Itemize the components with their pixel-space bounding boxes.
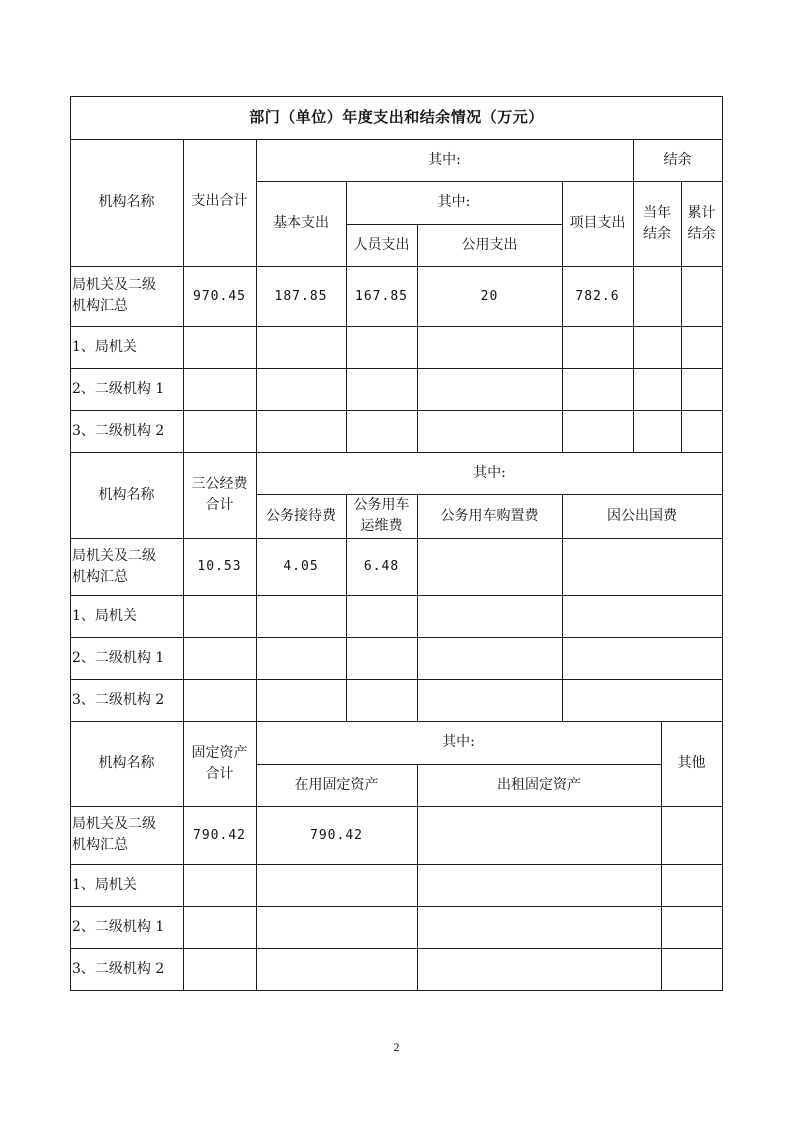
header-vehicle-purchase: 公务用车购置费: [440, 507, 539, 524]
cell-current-year: [633, 266, 681, 326]
row-label: 局机关及二级 机构汇总: [72, 816, 156, 853]
cell-vehicle-purchase: [417, 538, 562, 595]
cell-other: [661, 806, 722, 864]
cell-public-use: 20: [480, 288, 499, 304]
row-label: 1、局机关: [72, 338, 137, 355]
cell-project: 782.6: [575, 288, 620, 304]
row-label: 3、二级机构 2: [72, 422, 165, 439]
header-org-name: 机构名称: [98, 486, 155, 503]
cell-basic: 187.85: [274, 288, 328, 304]
row-label: 2、二级机构 1: [72, 649, 165, 666]
header-project: 项目支出: [569, 215, 626, 231]
header-surplus: 结余: [663, 151, 692, 168]
header-other: 其他: [677, 755, 706, 771]
header-overseas: 因公出国费: [607, 507, 677, 524]
header-three-public-total: 三公经费 合计: [191, 476, 248, 513]
header-among: 其中:: [428, 151, 461, 168]
cell-total: 970.45: [193, 288, 246, 304]
cell-in-use: 790.42: [310, 827, 363, 843]
table-title: 部门（单位）年度支出和结余情况（万元）: [249, 108, 544, 126]
row-label: 1、局机关: [72, 607, 137, 624]
row-label: 3、二级机构 2: [72, 960, 165, 977]
row-label: 2、二级机构 1: [72, 380, 165, 397]
cell-personnel: 167.85: [355, 288, 408, 304]
row-label: 1、局机关: [72, 876, 137, 893]
header-cumulative-surplus: 累计 结余: [687, 204, 716, 242]
header-current-year-surplus: 当年 结余: [643, 204, 671, 242]
header-basic-among: 其中:: [437, 194, 471, 210]
header-in-use-assets: 在用固定资产: [294, 776, 379, 793]
cell-reception: 4.05: [283, 559, 319, 574]
header-among: 其中:: [473, 464, 506, 481]
header-public-use: 公用支出: [461, 236, 518, 253]
cell-leased: [417, 806, 661, 864]
header-fixed-assets-total: 固定资产 合计: [191, 744, 248, 782]
header-personnel: 人员支出: [353, 236, 410, 253]
border-right: [722, 96, 723, 991]
header-reception: 公务接待费: [266, 507, 336, 524]
cell-cumulative: [681, 266, 722, 326]
row-label: 局机关及二级 机构汇总: [72, 277, 156, 314]
cell-vehicle-ops: 6.48: [363, 559, 400, 574]
header-vehicle-ops: 公务用车 运维费: [353, 497, 410, 534]
cell-overseas: [562, 538, 722, 595]
border-bottom: [70, 990, 723, 991]
header-basic-expenditure: 基本支出: [273, 215, 329, 231]
header-among: 其中:: [442, 734, 475, 750]
header-org-name: 机构名称: [98, 755, 155, 771]
cell-total: 10.53: [197, 559, 242, 574]
row-label: 局机关及二级 机构汇总: [72, 547, 156, 585]
header-leased-assets: 出租固定资产: [497, 776, 581, 793]
row-label: 2、二级机构 1: [72, 918, 165, 935]
page-number: 2: [393, 1040, 400, 1054]
header-total-expenditure: 支出合计: [191, 193, 248, 209]
row-label: 3、二级机构 2: [72, 691, 165, 708]
header-org-name: 机构名称: [98, 194, 155, 210]
cell-total: 790.42: [193, 827, 246, 843]
